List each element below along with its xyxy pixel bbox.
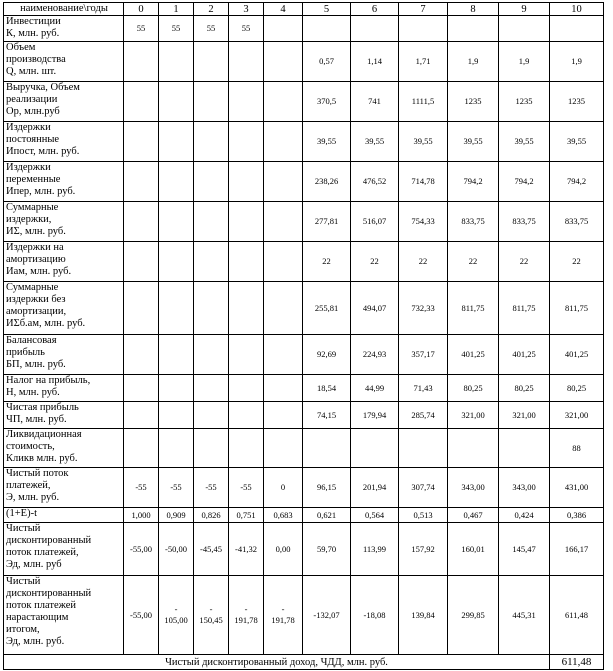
value-cell: 401,25 <box>499 335 550 375</box>
value-cell <box>124 122 159 162</box>
value-cell: 160,01 <box>448 523 499 576</box>
value-cell: 343,00 <box>448 468 499 508</box>
value-cell <box>229 162 264 202</box>
value-cell: 1111,5 <box>399 82 448 122</box>
value-cell <box>264 429 303 468</box>
npv-table-container <box>3 2 604 670</box>
value-cell <box>303 429 351 468</box>
value-cell <box>124 282 159 335</box>
value-cell: 22 <box>499 242 550 282</box>
row-label-line: Выручка, Объем <box>6 82 80 93</box>
row-label-line: поток платежей, <box>6 547 79 558</box>
value-cell <box>229 242 264 282</box>
value-cell <box>159 122 194 162</box>
value-cell: 0,826 <box>194 508 229 523</box>
value-cell: 0,386 <box>550 508 604 523</box>
value-cell <box>229 429 264 468</box>
value-cell <box>194 402 229 429</box>
value-cell: 80,25 <box>550 375 604 402</box>
value-cell: - 105,00 <box>159 576 194 655</box>
value-cell: 714,78 <box>399 162 448 202</box>
value-cell: - 150,45 <box>194 576 229 655</box>
value-cell: 39,55 <box>303 122 351 162</box>
value-cell <box>159 82 194 122</box>
value-cell: 44,99 <box>351 375 399 402</box>
value-cell: 201,94 <box>351 468 399 508</box>
value-cell <box>194 42 229 82</box>
value-cell: 1,9 <box>550 42 604 82</box>
table-row <box>4 162 604 202</box>
value-cell <box>264 282 303 335</box>
row-label-line: Чистая прибыль <box>6 402 79 413</box>
npv-summary-row <box>4 655 604 670</box>
header-label-cell: наименование\годы <box>4 3 124 16</box>
value-cell <box>124 402 159 429</box>
value-cell: 0,467 <box>448 508 499 523</box>
value-cell: 0,751 <box>229 508 264 523</box>
row-label-cell <box>4 162 124 202</box>
value-cell: -55 <box>124 468 159 508</box>
value-cell: -132,07 <box>303 576 351 655</box>
value-cell: -45,45 <box>194 523 229 576</box>
value-cell: -18,08 <box>351 576 399 655</box>
value-cell <box>159 162 194 202</box>
value-cell: 22 <box>399 242 448 282</box>
value-cell: 22 <box>351 242 399 282</box>
value-cell: 55 <box>229 16 264 42</box>
value-cell: 833,75 <box>550 202 604 242</box>
row-label-line: нарастающим <box>6 612 69 623</box>
value-cell: 80,25 <box>499 375 550 402</box>
value-cell: 1,71 <box>399 42 448 82</box>
value-cell <box>229 202 264 242</box>
value-cell <box>159 202 194 242</box>
row-label-line: Иам, млн. руб. <box>6 266 72 277</box>
value-cell: 357,17 <box>399 335 448 375</box>
row-label-line: Балансовая <box>6 335 57 346</box>
value-cell: 59,70 <box>303 523 351 576</box>
value-cell: 321,00 <box>448 402 499 429</box>
value-cell: 39,55 <box>351 122 399 162</box>
value-cell <box>124 202 159 242</box>
investment-npv-table <box>3 2 604 670</box>
value-cell <box>264 375 303 402</box>
value-cell: 179,94 <box>351 402 399 429</box>
value-cell <box>194 375 229 402</box>
year-header-cell: 0 <box>124 3 159 16</box>
value-cell: 299,85 <box>448 576 499 655</box>
value-cell: 741 <box>351 82 399 122</box>
value-cell <box>264 162 303 202</box>
value-cell: 1235 <box>550 82 604 122</box>
value-cell <box>124 375 159 402</box>
npv-summary-label: Чистый дисконтированный доход, ЧДД, млн. руб. <box>4 655 550 670</box>
row-label-cell <box>4 122 124 162</box>
value-cell <box>264 242 303 282</box>
value-cell: 224,93 <box>351 335 399 375</box>
value-cell: 611,48 <box>550 576 604 655</box>
table-row <box>4 16 604 42</box>
value-cell: 157,92 <box>399 523 448 576</box>
table-row <box>4 42 604 82</box>
row-label-line: производства <box>6 54 66 65</box>
row-label-cell <box>4 42 124 82</box>
value-cell: 794,2 <box>499 162 550 202</box>
table-row <box>4 282 604 335</box>
value-cell <box>194 82 229 122</box>
header-row <box>4 3 604 16</box>
row-label-line: стоимость, <box>6 441 55 452</box>
value-cell <box>229 82 264 122</box>
row-label-cell <box>4 82 124 122</box>
value-cell: 55 <box>159 16 194 42</box>
table-row <box>4 508 604 523</box>
row-label-line: Чистый <box>6 576 41 587</box>
value-cell: 833,75 <box>499 202 550 242</box>
table-row <box>4 202 604 242</box>
row-label-line: Н, млн. руб. <box>6 387 60 398</box>
value-cell: 22 <box>303 242 351 282</box>
value-cell: 0,00 <box>264 523 303 576</box>
row-label-line: переменные <box>6 174 61 185</box>
row-label-cell <box>4 402 124 429</box>
row-label-cell <box>4 242 124 282</box>
value-cell <box>194 335 229 375</box>
value-cell <box>351 16 399 42</box>
value-cell: 0,683 <box>264 508 303 523</box>
value-cell: 80,25 <box>448 375 499 402</box>
row-label-cell <box>4 523 124 576</box>
value-cell: -50,00 <box>159 523 194 576</box>
row-label-line: Издержки <box>6 122 51 133</box>
value-cell <box>159 282 194 335</box>
value-cell <box>124 42 159 82</box>
value-cell <box>124 162 159 202</box>
value-cell: 18,54 <box>303 375 351 402</box>
row-label-line: Эд, млн. руб. <box>6 636 65 647</box>
value-cell <box>194 122 229 162</box>
value-cell: 22 <box>448 242 499 282</box>
table-row <box>4 523 604 576</box>
table-row <box>4 576 604 655</box>
row-label-line: издержки, <box>6 214 52 225</box>
table-row <box>4 335 604 375</box>
value-cell: -55,00 <box>124 576 159 655</box>
value-cell: 401,25 <box>550 335 604 375</box>
value-cell: 754,33 <box>399 202 448 242</box>
value-cell: 39,55 <box>448 122 499 162</box>
value-cell: 0,564 <box>351 508 399 523</box>
value-cell: 516,07 <box>351 202 399 242</box>
value-cell <box>229 335 264 375</box>
year-header-cell: 8 <box>448 3 499 16</box>
value-cell: -55 <box>194 468 229 508</box>
value-cell: 1,14 <box>351 42 399 82</box>
value-cell <box>448 429 499 468</box>
value-cell: 811,75 <box>499 282 550 335</box>
value-cell <box>448 16 499 42</box>
row-label-line: Налог на прибыль, <box>6 375 91 386</box>
value-cell: 1,9 <box>448 42 499 82</box>
year-header-cell: 6 <box>351 3 399 16</box>
value-cell: 39,55 <box>399 122 448 162</box>
value-cell: 0,513 <box>399 508 448 523</box>
row-label-line: итогом, <box>6 624 40 635</box>
row-label-line: ЧП, млн. руб. <box>6 414 67 425</box>
year-header-cell: 1 <box>159 3 194 16</box>
value-cell: 1,9 <box>499 42 550 82</box>
table-row <box>4 402 604 429</box>
year-header-cell: 5 <box>303 3 351 16</box>
row-label-line: ИΣб.ам, млн. руб. <box>6 318 86 329</box>
value-cell <box>229 42 264 82</box>
value-cell <box>499 429 550 468</box>
value-cell: 833,75 <box>448 202 499 242</box>
value-cell: 22 <box>550 242 604 282</box>
value-cell: 255,81 <box>303 282 351 335</box>
value-cell <box>159 375 194 402</box>
value-cell: - 191,78 <box>264 576 303 655</box>
row-label-line: издержки без <box>6 294 66 305</box>
value-cell <box>399 429 448 468</box>
row-label-line: Ликвидационная <box>6 429 82 440</box>
value-cell <box>229 402 264 429</box>
value-cell: 476,52 <box>351 162 399 202</box>
row-label-line: Кликв млн. руб. <box>6 453 78 464</box>
value-cell: 0,621 <box>303 508 351 523</box>
row-label-line: Суммарные <box>6 282 59 293</box>
value-cell: - 191,78 <box>229 576 264 655</box>
value-cell: 811,75 <box>550 282 604 335</box>
row-label-line: дисконтированный <box>6 588 92 599</box>
value-cell: 794,2 <box>448 162 499 202</box>
row-label-line: прибыль <box>6 347 45 358</box>
table-row <box>4 468 604 508</box>
table-row <box>4 122 604 162</box>
row-label-line: К, млн. руб. <box>6 28 60 39</box>
row-label-line: реализации <box>6 94 58 105</box>
row-label-line: Чистый поток <box>6 468 69 479</box>
row-label-line: Ипер, млн. руб. <box>6 186 76 197</box>
value-cell <box>399 16 448 42</box>
row-label-line: Инвестиции <box>6 16 61 27</box>
value-cell <box>264 42 303 82</box>
value-cell: 494,07 <box>351 282 399 335</box>
table-row <box>4 242 604 282</box>
value-cell <box>229 122 264 162</box>
value-cell: 732,33 <box>399 282 448 335</box>
value-cell <box>229 282 264 335</box>
value-cell: 307,74 <box>399 468 448 508</box>
year-header-cell: 7 <box>399 3 448 16</box>
value-cell <box>499 16 550 42</box>
value-cell <box>264 16 303 42</box>
value-cell <box>124 335 159 375</box>
row-label-cell <box>4 508 124 523</box>
value-cell: 1235 <box>448 82 499 122</box>
value-cell: 1235 <box>499 82 550 122</box>
row-label-line: Объем <box>6 42 36 53</box>
year-header-cell: 3 <box>229 3 264 16</box>
row-label-cell <box>4 375 124 402</box>
value-cell: 96,15 <box>303 468 351 508</box>
row-label-line: ИΣ, млн. руб. <box>6 226 66 237</box>
row-label-line: (1+E)-t <box>6 508 37 519</box>
row-label-line: амортизации, <box>6 306 67 317</box>
year-header-cell: 4 <box>264 3 303 16</box>
year-header-cell: 10 <box>550 3 604 16</box>
value-cell <box>159 402 194 429</box>
table-row <box>4 82 604 122</box>
value-cell <box>159 42 194 82</box>
value-cell <box>159 335 194 375</box>
value-cell: 74,15 <box>303 402 351 429</box>
value-cell: 55 <box>194 16 229 42</box>
value-cell: -41,32 <box>229 523 264 576</box>
value-cell <box>264 122 303 162</box>
value-cell: 0,424 <box>499 508 550 523</box>
value-cell: -55 <box>159 468 194 508</box>
row-label-cell <box>4 335 124 375</box>
value-cell: 0 <box>264 468 303 508</box>
value-cell: 0,57 <box>303 42 351 82</box>
table-row <box>4 429 604 468</box>
value-cell <box>264 202 303 242</box>
value-cell: 401,25 <box>448 335 499 375</box>
value-cell: 370,5 <box>303 82 351 122</box>
value-cell: 55 <box>124 16 159 42</box>
value-cell <box>124 82 159 122</box>
row-label-line: Э, млн. руб. <box>6 492 60 503</box>
row-label-cell <box>4 576 124 655</box>
value-cell: 139,84 <box>399 576 448 655</box>
value-cell: 39,55 <box>550 122 604 162</box>
row-label-line: Чистый <box>6 523 41 534</box>
row-label-line: Суммарные <box>6 202 59 213</box>
value-cell: 277,81 <box>303 202 351 242</box>
value-cell: 71,43 <box>399 375 448 402</box>
npv-summary-value: 611,48 <box>550 655 604 670</box>
value-cell: 145,47 <box>499 523 550 576</box>
value-cell: 794,2 <box>550 162 604 202</box>
value-cell: 811,75 <box>448 282 499 335</box>
value-cell: 1,000 <box>124 508 159 523</box>
value-cell <box>124 429 159 468</box>
value-cell <box>194 202 229 242</box>
year-header-cell: 9 <box>499 3 550 16</box>
row-label-line: постоянные <box>6 134 60 145</box>
value-cell <box>194 242 229 282</box>
value-cell <box>264 335 303 375</box>
value-cell <box>264 82 303 122</box>
value-cell: 0,909 <box>159 508 194 523</box>
row-label-line: Ипост, млн. руб. <box>6 146 80 157</box>
value-cell <box>194 282 229 335</box>
row-label-cell <box>4 429 124 468</box>
value-cell: 343,00 <box>499 468 550 508</box>
row-label-line: Ор, млн.руб <box>6 106 60 117</box>
value-cell <box>194 162 229 202</box>
row-label-line: амортизацию <box>6 254 66 265</box>
value-cell: -55,00 <box>124 523 159 576</box>
value-cell <box>159 242 194 282</box>
value-cell: 166,17 <box>550 523 604 576</box>
value-cell: 321,00 <box>550 402 604 429</box>
value-cell <box>229 375 264 402</box>
value-cell: 445,31 <box>499 576 550 655</box>
table-row <box>4 375 604 402</box>
row-label-cell <box>4 282 124 335</box>
row-label-line: дисконтированный <box>6 535 92 546</box>
value-cell: 113,99 <box>351 523 399 576</box>
row-label-line: Q, млн. шт. <box>6 66 57 77</box>
row-label-line: поток платежей <box>6 600 77 611</box>
value-cell <box>159 429 194 468</box>
value-cell <box>264 402 303 429</box>
row-label-line: Эд, млн. руб <box>6 559 62 570</box>
row-label-line: БП, млн. руб. <box>6 359 66 370</box>
value-cell: 238,26 <box>303 162 351 202</box>
row-label-cell <box>4 16 124 42</box>
value-cell <box>351 429 399 468</box>
value-cell: 431,00 <box>550 468 604 508</box>
value-cell: 285,74 <box>399 402 448 429</box>
value-cell: -55 <box>229 468 264 508</box>
row-label-cell <box>4 202 124 242</box>
value-cell <box>194 429 229 468</box>
value-cell <box>303 16 351 42</box>
year-header-cell: 2 <box>194 3 229 16</box>
value-cell: 321,00 <box>499 402 550 429</box>
row-label-line: платежей, <box>6 480 51 491</box>
value-cell <box>124 242 159 282</box>
value-cell: 92,69 <box>303 335 351 375</box>
value-cell: 39,55 <box>499 122 550 162</box>
value-cell <box>550 16 604 42</box>
row-label-line: Издержки <box>6 162 51 173</box>
row-label-cell <box>4 468 124 508</box>
value-cell: 88 <box>550 429 604 468</box>
row-label-line: Издержки на <box>6 242 64 253</box>
